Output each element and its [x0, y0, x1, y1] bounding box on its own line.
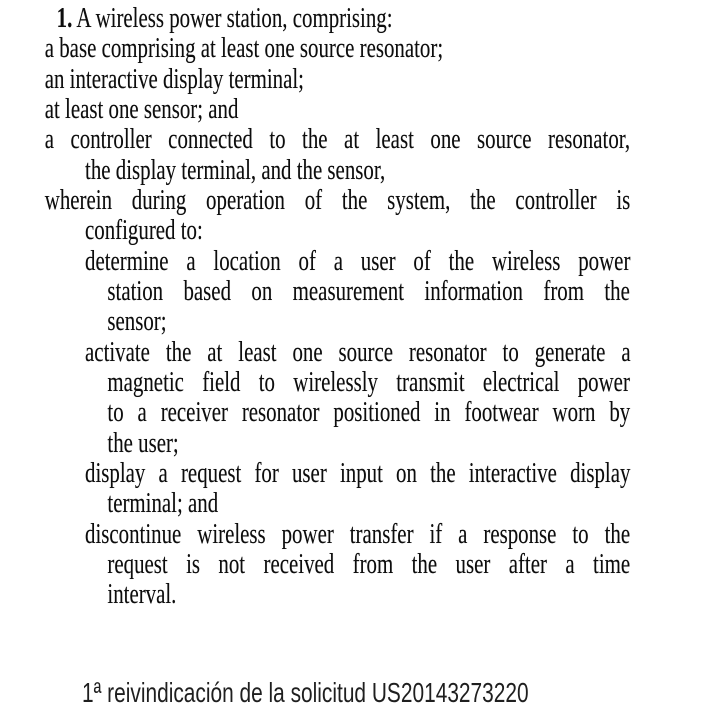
claim-line [0, 307, 716, 337]
claim-line-text: at least one sensor; and [44, 93, 239, 125]
claim-line-text: a controller connected to the at least one source resonator, [44, 124, 631, 156]
claim-line [0, 338, 716, 368]
claim-line-text: 1. A wireless power station, comprising: [56, 3, 393, 34]
claim-line [0, 429, 716, 459]
claim-line-text: to a receiver resonator positioned in footwear worn by [107, 397, 631, 429]
patent-claim-scan [0, 4, 716, 611]
claim-line-text: the user; [107, 427, 179, 459]
claim-line [0, 216, 716, 246]
claim-line-text: a base comprising at least one source resonator; [44, 33, 444, 65]
claim-line-text: discontinue wireless power transfer if a response to the [85, 518, 631, 550]
claim-line-text: activate the at least one source resonator to generate a [85, 336, 631, 368]
claim-line [0, 4, 716, 34]
claim-line-text: interval. [107, 579, 177, 611]
claim-line [0, 95, 716, 125]
claim-line-text: wherein during operation of the system, the controller is [44, 184, 631, 216]
claim-line-text: station based on measurement information from the [107, 275, 630, 307]
claim-line-text: an interactive display terminal; [44, 63, 304, 95]
claim-line [0, 65, 716, 95]
claim-line [0, 368, 716, 398]
claim-line-text: request is not received from the user after a time [107, 548, 631, 580]
claim-line [0, 186, 716, 216]
claim-line [0, 580, 716, 610]
claim-line [0, 459, 716, 489]
claim-line-text: determine a location of a user of the wireless power [85, 245, 631, 277]
claim-line [0, 489, 716, 519]
claim-line [0, 34, 716, 64]
claim-line [0, 125, 716, 155]
claim-line-text: magnetic field to wirelessly transmit electrical power [107, 366, 630, 398]
claim-line-text: the display terminal, and the sensor, [85, 154, 386, 186]
claim-line-text: configured to: [85, 215, 203, 247]
claim-number: 1. [56, 3, 73, 34]
claim-line [0, 398, 716, 428]
claim-line [0, 277, 716, 307]
claim-line [0, 247, 716, 277]
claim-line-text: display a request for user input on the interactive display [85, 457, 631, 489]
claim-line [0, 520, 716, 550]
claim-line-text: sensor; [107, 306, 167, 338]
caption-text: 1ª reivindicación de la solicitud US20143273220 [82, 677, 529, 708]
claim-line [0, 550, 716, 580]
claim-line [0, 156, 716, 186]
claim-line-text: terminal; and [107, 488, 219, 520]
